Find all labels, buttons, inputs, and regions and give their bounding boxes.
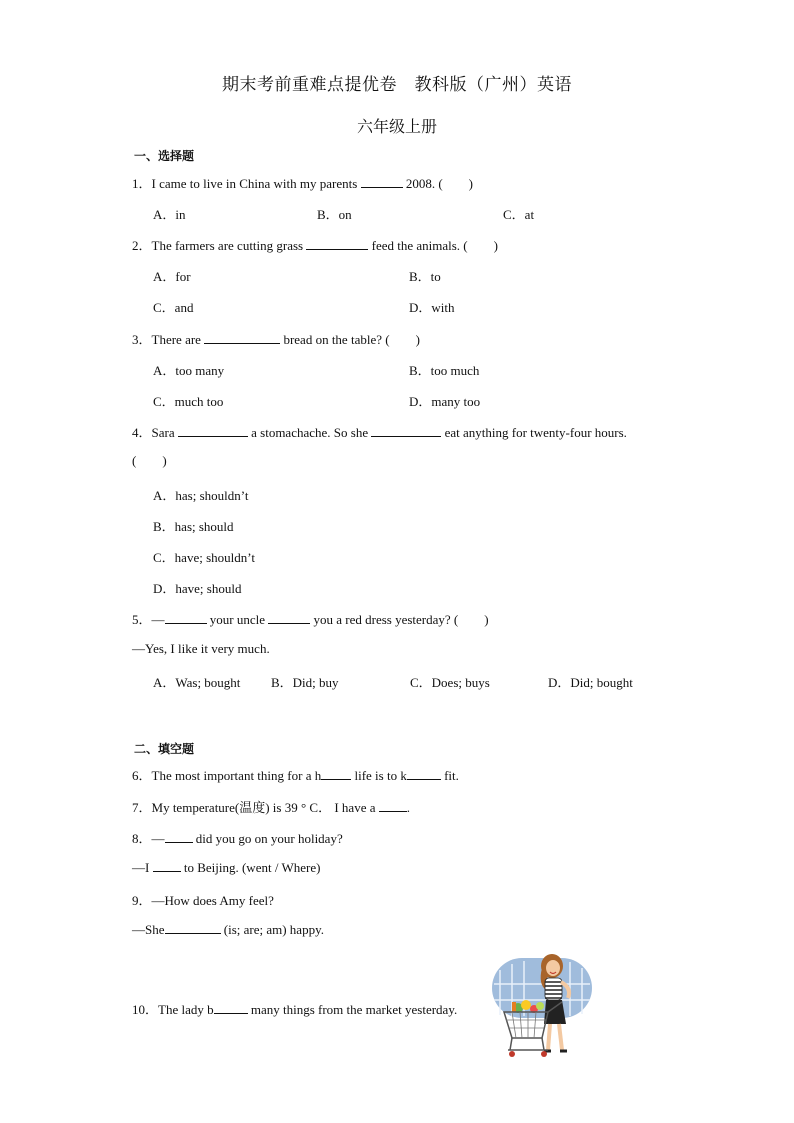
section-heading-fill: 二、填空题	[134, 742, 195, 756]
option-c[interactable]: C．Does; buys	[410, 675, 490, 690]
question-7: 7．My temperature(温度) is 39 ° C． I have a .	[132, 800, 410, 815]
question-4-paren: ( )	[132, 453, 167, 468]
page-title: 期末考前重难点提优卷 教科版（广州）英语	[222, 75, 572, 95]
answer-blank[interactable]	[321, 767, 351, 780]
question-9: 9．—How does Amy feel?	[132, 893, 274, 908]
question-10: 10．The lady b many things from the market yesterday.	[132, 1002, 458, 1017]
option-a[interactable]: A．too many	[153, 363, 225, 378]
woman-with-shopping-cart-icon	[490, 950, 600, 1065]
question-6: 6．The most important thing for a h life is to k fit.	[132, 768, 459, 783]
option-a[interactable]: A．in	[153, 207, 186, 222]
option-c[interactable]: C．and	[153, 300, 194, 315]
question-2: 2．The farmers are cutting grass feed the animals. ( )	[132, 238, 498, 253]
answer-blank[interactable]	[306, 237, 368, 250]
answer-blank[interactable]	[165, 830, 193, 843]
question-4: 4．Sara a stomachache. So she eat anything for twenty-four hours.	[132, 425, 627, 440]
answer-blank[interactable]	[379, 799, 407, 812]
question-5: 5．— your uncle you a red dress yesterday? ( )	[132, 612, 489, 627]
option-b[interactable]: B．to	[409, 269, 441, 284]
page-subtitle: 六年级上册	[356, 117, 437, 136]
option-b[interactable]: B．has; should	[153, 519, 234, 534]
option-a[interactable]: A．Was; bought	[153, 675, 241, 690]
option-b[interactable]: B．too much	[409, 363, 480, 378]
answer-blank[interactable]	[204, 331, 280, 344]
option-c[interactable]: C．have; shouldn’t	[153, 550, 255, 565]
answer-blank[interactable]	[407, 767, 441, 780]
answer-blank[interactable]	[153, 859, 181, 872]
answer-blank[interactable]	[371, 424, 441, 437]
option-d[interactable]: D．Did; bought	[548, 675, 633, 690]
option-d[interactable]: D．have; should	[153, 581, 242, 596]
answer-blank[interactable]	[268, 611, 310, 624]
option-c[interactable]: C．at	[503, 207, 535, 222]
option-a[interactable]: A．has; shouldn’t	[153, 488, 249, 503]
option-c[interactable]: C．much too	[153, 394, 224, 409]
answer-blank[interactable]	[178, 424, 248, 437]
option-d[interactable]: D．with	[409, 300, 455, 315]
question-8-line2: —I to Beijing. (went / Where)	[132, 860, 321, 875]
option-b[interactable]: B．Did; buy	[271, 675, 339, 690]
question-1: 1．I came to live in China with my parents 2008. ( )	[132, 176, 473, 191]
option-a[interactable]: A．for	[153, 269, 191, 284]
option-b[interactable]: B．on	[317, 207, 352, 222]
question-5-reply: —Yes, I like it very much.	[132, 641, 270, 656]
question-3: 3．There are bread on the table? ( )	[132, 332, 420, 347]
answer-blank[interactable]	[165, 611, 207, 624]
answer-blank[interactable]	[361, 175, 403, 188]
question-9-line2: —She (is; are; am) happy.	[132, 922, 324, 937]
section-heading-choice: 一、选择题	[134, 149, 195, 163]
answer-blank[interactable]	[165, 921, 221, 934]
option-d[interactable]: D．many too	[409, 394, 481, 409]
answer-blank[interactable]	[214, 1001, 248, 1014]
question-8: 8．— did you go on your holiday?	[132, 831, 343, 846]
